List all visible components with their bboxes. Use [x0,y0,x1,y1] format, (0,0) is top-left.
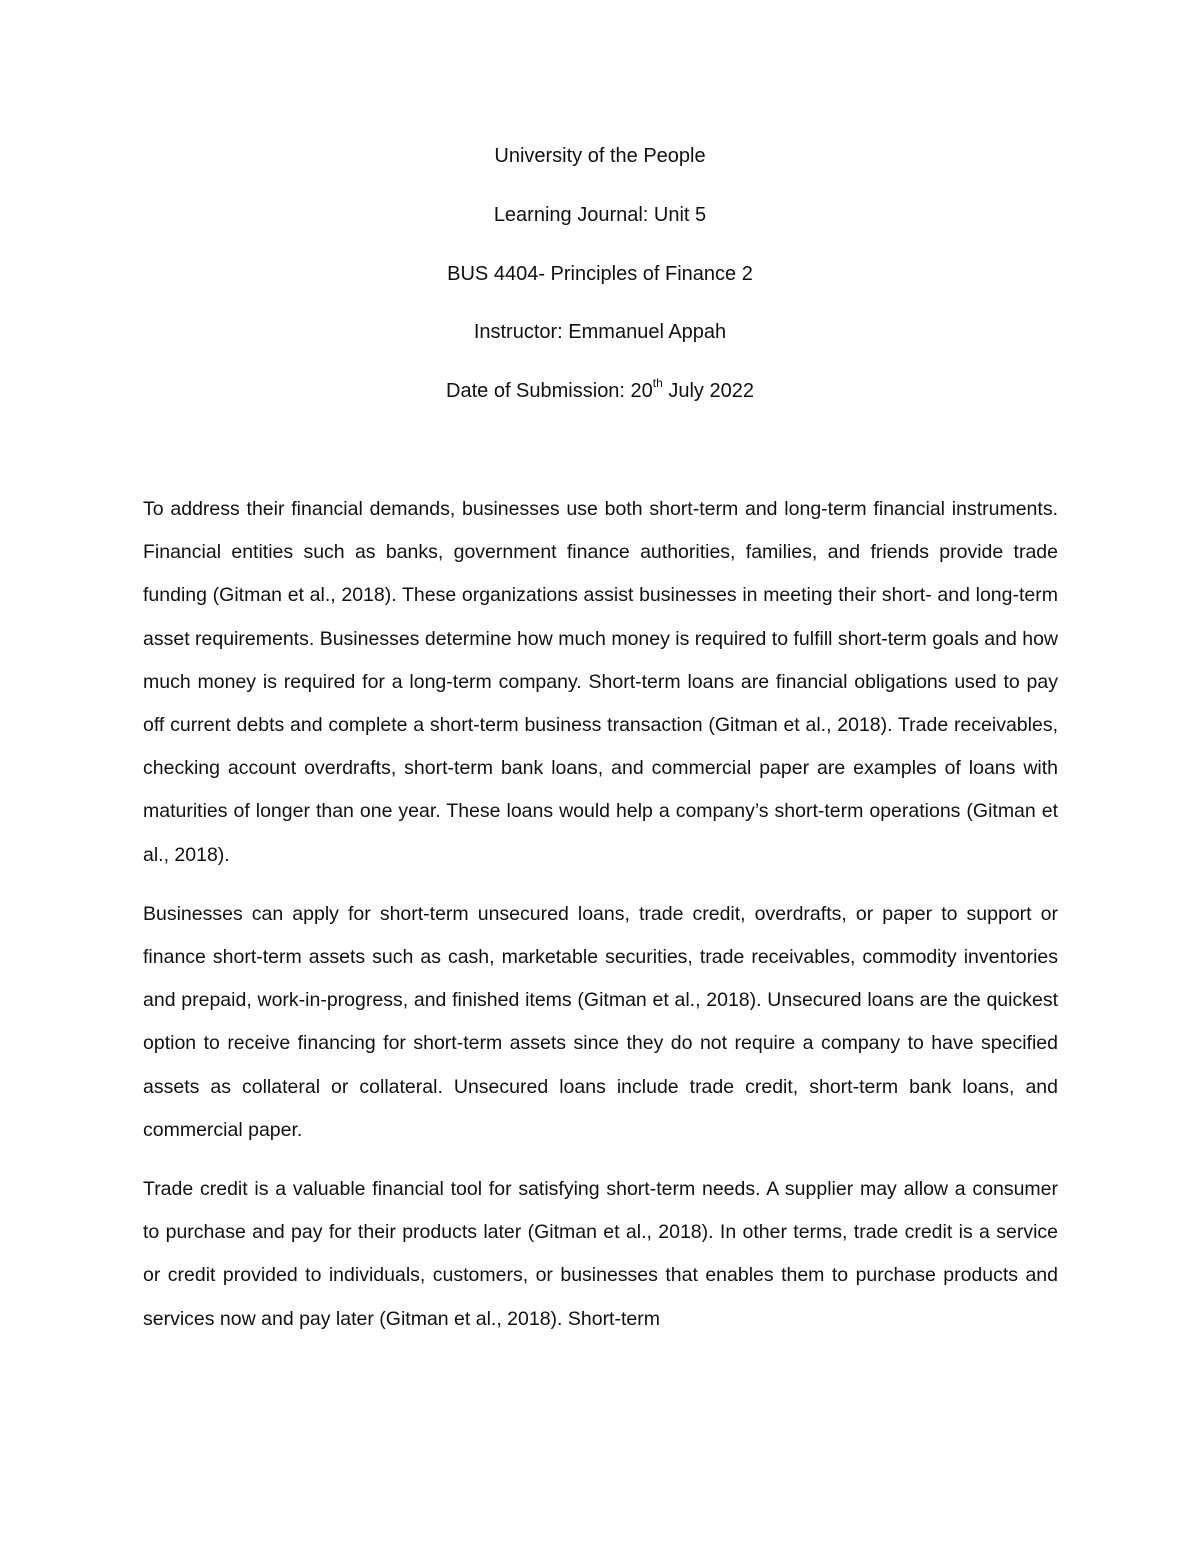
paragraph-3: Trade credit is a valuable financial tool for satisfying short-term needs. A supplier may allow a consumer to purchase and pay for their products later (Gitman et al., 2018). In other terms, trade credit is a service or credit provided to individuals, customers, or businesses that enables them to purchase products and services now and pay later (Gitman et al., 2018). Short-term [143,1178,1058,1330]
submission-date-suffix: July 2022 [662,380,754,402]
journal-title: Learning Journal: Unit 5 [493,203,707,226]
submission-date-ordinal: th [652,376,663,391]
paragraph-1: To address their financial demands, businesses use both short-term and long-term financial instruments. Financial entities such as banks, government finance authorities, families, and friends provide trade funding (Gitman et al., 2018). These organizations assist businesses in meeting their short- and long-term asset requirements. Businesses determine how much money is required to fulfill short-term goals and how much money is required for a long-term company. Short-term loans are financial obligations used to pay off current debts and complete a short-term business transaction (Gitman et al., 2018). Trade receivables, checking account overdrafts, short-term bank loans, and commercial paper are examples of loans with maturities of longer than one year. These loans would help a company’s short-term operations (Gitman et al., 2018). [143,498,1058,866]
course-title: BUS 4404- Principles of Finance 2 [447,262,753,285]
submission-date [0,377,1200,436]
instructor-line: Instructor: Emmanuel Appah [473,321,727,344]
title-block [0,142,1200,436]
submission-date-prefix: Date of Submission: 20 [446,380,653,402]
body-text [143,488,1058,1341]
paragraph-2: Businesses can apply for short-term unsecured loans, trade credit, overdrafts, or paper to support or finance short-term assets such as cash, marketable securities, trade receivables, commodity inventories and prepaid, work-in-progress, and finished items (Gitman et al., 2018). Unsecured loans are the quickest option to receive financing for short-term assets since they do not require a company to have specified assets as collateral or collateral. Unsecured loans include trade credit, short-term bank loans, and commercial paper. [143,902,1058,1141]
university-name: University of the People [494,145,706,167]
